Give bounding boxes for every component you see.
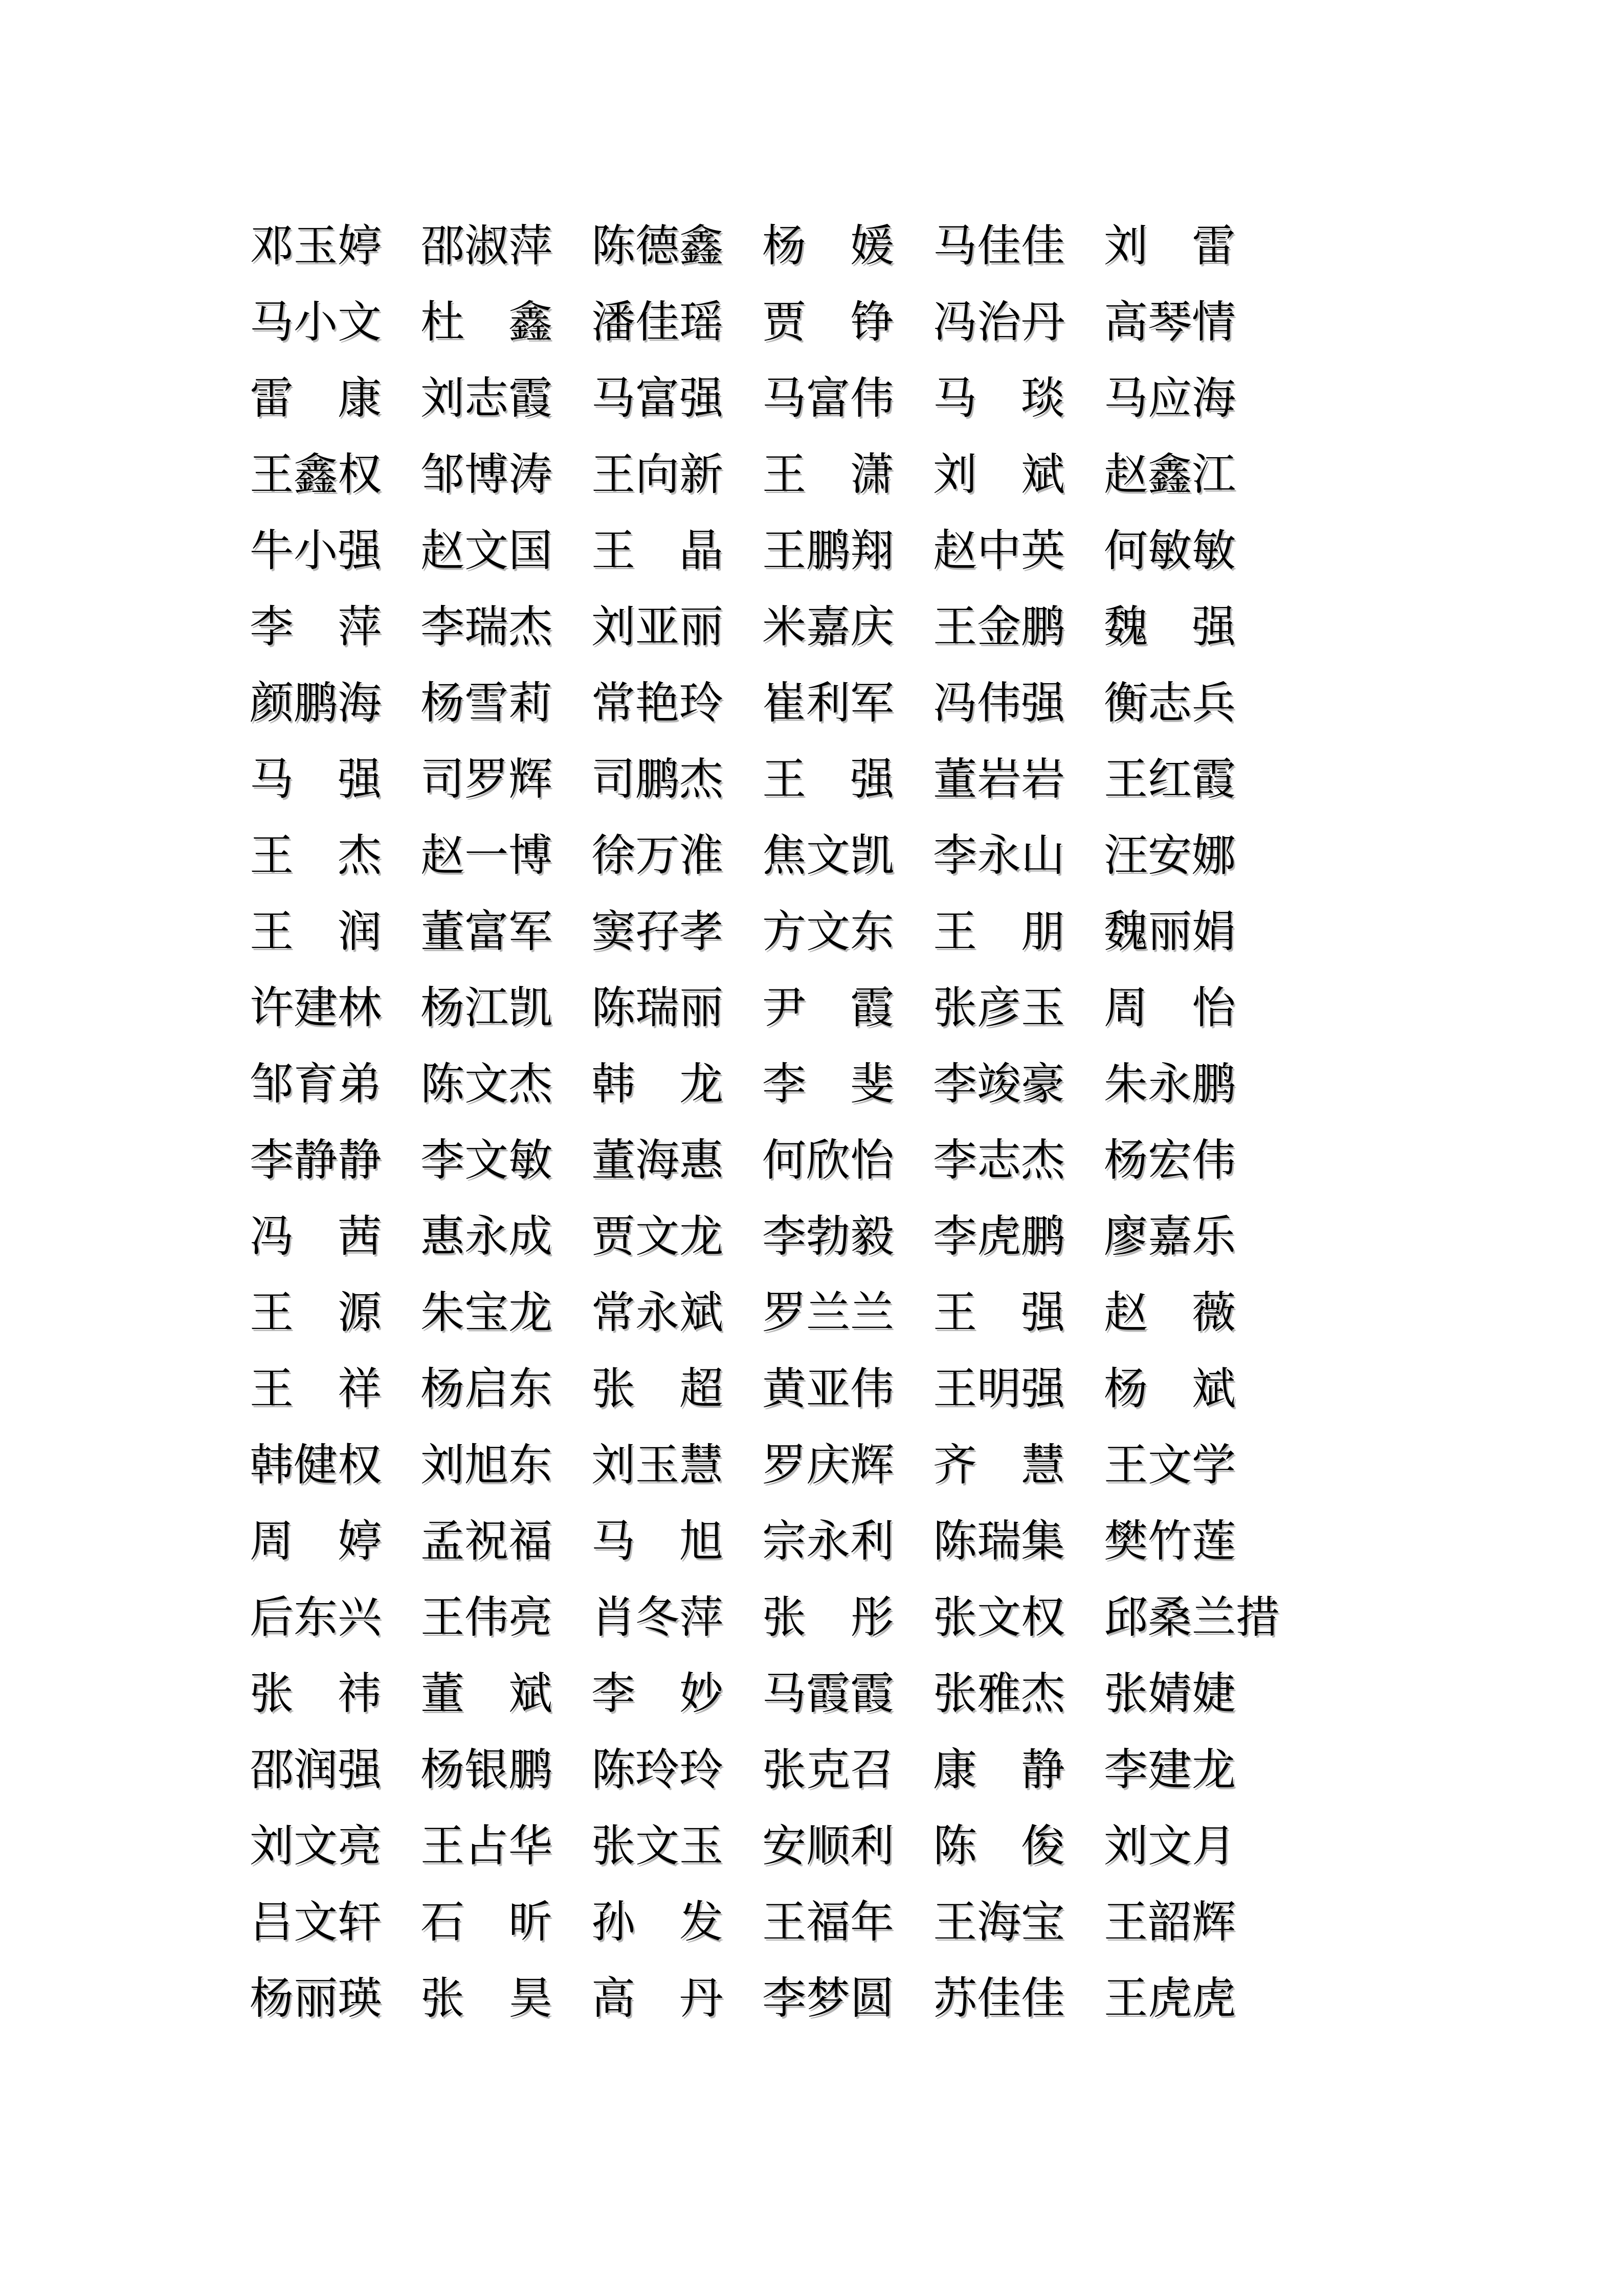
person-name: 李勃毅 xyxy=(762,1211,894,1261)
person-name: 汪安娜 xyxy=(1104,830,1236,880)
person-name: 王 祥 xyxy=(250,1364,382,1413)
person-name: 张文权 xyxy=(933,1592,1065,1642)
person-name: 康 静 xyxy=(933,1745,1065,1794)
person-name: 刘志霞 xyxy=(420,373,552,423)
person-name: 陈德鑫 xyxy=(591,221,723,271)
person-name: 惠永成 xyxy=(420,1211,552,1261)
person-name: 张文玉 xyxy=(591,1821,723,1871)
name-row xyxy=(250,512,1275,589)
person-name: 米嘉庆 xyxy=(762,602,894,651)
person-name: 黄亚伟 xyxy=(762,1364,894,1413)
person-name: 王 强 xyxy=(933,1288,1065,1337)
person-name: 冯伟强 xyxy=(933,678,1065,728)
person-name: 杨雪莉 xyxy=(420,678,552,728)
person-name: 王鑫权 xyxy=(250,449,382,499)
person-name: 陈玲玲 xyxy=(591,1745,723,1794)
person-name: 窦孖孝 xyxy=(591,907,723,956)
person-name: 马小文 xyxy=(250,297,382,347)
person-name: 张婧婕 xyxy=(1104,1669,1236,1718)
person-name: 马富伟 xyxy=(762,373,894,423)
person-name: 李竣豪 xyxy=(933,1059,1065,1109)
name-row xyxy=(250,1198,1275,1274)
person-name: 石 昕 xyxy=(420,1897,552,1947)
name-row xyxy=(250,741,1275,817)
person-name: 李 斐 xyxy=(762,1059,894,1109)
person-name: 马霞霞 xyxy=(762,1669,894,1718)
name-row xyxy=(250,208,1275,284)
person-name: 王文学 xyxy=(1104,1440,1236,1490)
person-name: 马 旭 xyxy=(591,1516,723,1566)
person-name: 刘文月 xyxy=(1104,1821,1236,1871)
person-name: 张 超 xyxy=(591,1364,723,1413)
person-name: 韩 龙 xyxy=(591,1059,723,1109)
person-name: 司鹏杰 xyxy=(591,754,723,804)
person-name: 崔利军 xyxy=(762,678,894,728)
person-name: 赵中英 xyxy=(933,526,1065,575)
person-name: 赵鑫江 xyxy=(1104,449,1236,499)
person-name: 王明强 xyxy=(933,1364,1065,1413)
person-name: 常艳玲 xyxy=(591,678,723,728)
person-name: 张 彤 xyxy=(762,1592,894,1642)
person-name: 李志杰 xyxy=(933,1135,1065,1185)
person-name: 王虎虎 xyxy=(1104,1973,1236,2023)
person-name: 焦文凯 xyxy=(762,830,894,880)
person-name: 高琴情 xyxy=(1104,297,1236,347)
person-name: 孙 发 xyxy=(591,1897,723,1947)
person-name: 杨 斌 xyxy=(1104,1364,1236,1413)
person-name: 许建林 xyxy=(250,983,382,1032)
person-name: 齐 慧 xyxy=(933,1440,1065,1490)
person-name: 杨江凯 xyxy=(420,983,552,1032)
person-name: 张彦玉 xyxy=(933,983,1065,1032)
person-name: 陈瑞丽 xyxy=(591,983,723,1032)
person-name: 邓玉婷 xyxy=(250,221,382,271)
person-name: 罗兰兰 xyxy=(762,1288,894,1337)
name-row xyxy=(250,1274,1275,1350)
person-name: 王红霞 xyxy=(1104,754,1236,804)
person-name: 魏 强 xyxy=(1104,602,1236,651)
person-name: 王伟亮 xyxy=(420,1592,552,1642)
name-row xyxy=(250,284,1275,360)
person-name: 贾文龙 xyxy=(591,1211,723,1261)
person-name: 罗庆辉 xyxy=(762,1440,894,1490)
person-name: 马 琰 xyxy=(933,373,1065,423)
person-name: 赵 薇 xyxy=(1104,1288,1236,1337)
name-row xyxy=(250,893,1275,970)
person-name: 司罗辉 xyxy=(420,754,552,804)
person-name: 何敏敏 xyxy=(1104,526,1236,575)
name-row xyxy=(250,360,1275,436)
name-row xyxy=(250,436,1275,512)
name-row xyxy=(250,970,1275,1046)
person-name: 颜鹏海 xyxy=(250,678,382,728)
person-name: 邹育弟 xyxy=(250,1059,382,1109)
person-name: 杨宏伟 xyxy=(1104,1135,1236,1185)
name-row xyxy=(250,1960,1275,2036)
person-name: 张 祎 xyxy=(250,1669,382,1718)
name-row xyxy=(250,1503,1275,1579)
name-row xyxy=(250,1122,1275,1198)
person-name: 王海宝 xyxy=(933,1897,1065,1947)
person-name: 王 润 xyxy=(250,907,382,956)
person-name: 王向新 xyxy=(591,449,723,499)
person-name: 赵文国 xyxy=(420,526,552,575)
person-name: 王 潇 xyxy=(762,449,894,499)
person-name: 马 强 xyxy=(250,754,382,804)
name-row xyxy=(250,817,1275,893)
person-name: 李瑞杰 xyxy=(420,602,552,651)
person-name: 李 萍 xyxy=(250,602,382,651)
person-name: 邱桑兰措 xyxy=(1104,1592,1280,1642)
person-name: 杜 鑫 xyxy=(420,297,552,347)
person-name: 刘 斌 xyxy=(933,449,1065,499)
person-name: 苏佳佳 xyxy=(933,1973,1065,2023)
person-name: 王 朋 xyxy=(933,907,1065,956)
person-name: 孟祝福 xyxy=(420,1516,552,1566)
person-name: 贾 铮 xyxy=(762,297,894,347)
person-name: 高 丹 xyxy=(591,1973,723,2023)
person-name: 邹博涛 xyxy=(420,449,552,499)
name-row xyxy=(250,1579,1280,1655)
person-name: 宗永利 xyxy=(762,1516,894,1566)
person-name: 陈瑞集 xyxy=(933,1516,1065,1566)
person-name: 张克召 xyxy=(762,1745,894,1794)
person-name: 肖冬萍 xyxy=(591,1592,723,1642)
person-name: 杨 媛 xyxy=(762,221,894,271)
name-row xyxy=(250,1427,1275,1503)
person-name: 尹 霞 xyxy=(762,983,894,1032)
person-name: 冯 茜 xyxy=(250,1211,382,1261)
person-name: 王 源 xyxy=(250,1288,382,1337)
person-name: 杨银鹏 xyxy=(420,1745,552,1794)
person-name: 周 婷 xyxy=(250,1516,382,1566)
person-name: 徐万淮 xyxy=(591,830,723,880)
person-name: 常永斌 xyxy=(591,1288,723,1337)
person-name: 邵润强 xyxy=(250,1745,382,1794)
person-name: 牛小强 xyxy=(250,526,382,575)
person-name: 张雅杰 xyxy=(933,1669,1065,1718)
person-name: 王韶辉 xyxy=(1104,1897,1236,1947)
person-name: 衡志兵 xyxy=(1104,678,1236,728)
person-name: 李静静 xyxy=(250,1135,382,1185)
person-name: 刘亚丽 xyxy=(591,602,723,651)
person-name: 朱宝龙 xyxy=(420,1288,552,1337)
person-name: 李文敏 xyxy=(420,1135,552,1185)
person-name: 杨启东 xyxy=(420,1364,552,1413)
person-name: 王占华 xyxy=(420,1821,552,1871)
person-name: 马富强 xyxy=(591,373,723,423)
person-name: 吕文轩 xyxy=(250,1897,382,1947)
person-name: 马应海 xyxy=(1104,373,1236,423)
person-name: 陈 俊 xyxy=(933,1821,1065,1871)
name-row xyxy=(250,1655,1275,1731)
person-name: 刘旭东 xyxy=(420,1440,552,1490)
person-name: 刘玉慧 xyxy=(591,1440,723,1490)
person-name: 王金鹏 xyxy=(933,602,1065,651)
person-name: 董岩岩 xyxy=(933,754,1065,804)
person-name: 王 强 xyxy=(762,754,894,804)
person-name: 潘佳瑶 xyxy=(591,297,723,347)
person-name: 王福年 xyxy=(762,1897,894,1947)
name-row xyxy=(250,1808,1275,1884)
name-row xyxy=(250,1731,1275,1808)
name-row xyxy=(250,589,1275,665)
name-grid xyxy=(250,208,1280,2036)
name-row xyxy=(250,1884,1275,1960)
person-name: 陈文杰 xyxy=(420,1059,552,1109)
person-name: 董富军 xyxy=(420,907,552,956)
person-name: 董海惠 xyxy=(591,1135,723,1185)
name-row xyxy=(250,665,1275,741)
person-name: 李永山 xyxy=(933,830,1065,880)
person-name: 马佳佳 xyxy=(933,221,1065,271)
person-name: 后东兴 xyxy=(250,1592,382,1642)
person-name: 王 杰 xyxy=(250,830,382,880)
person-name: 董 斌 xyxy=(420,1669,552,1718)
person-name: 魏丽娟 xyxy=(1104,907,1236,956)
person-name: 张 昊 xyxy=(420,1973,552,2023)
person-name: 刘文亮 xyxy=(250,1821,382,1871)
person-name: 樊竹莲 xyxy=(1104,1516,1236,1566)
person-name: 李梦圆 xyxy=(762,1973,894,2023)
person-name: 周 怡 xyxy=(1104,983,1236,1032)
person-name: 何欣怡 xyxy=(762,1135,894,1185)
person-name: 廖嘉乐 xyxy=(1104,1211,1236,1261)
person-name: 冯治丹 xyxy=(933,297,1065,347)
person-name: 赵一博 xyxy=(420,830,552,880)
person-name: 朱永鹏 xyxy=(1104,1059,1236,1109)
person-name: 韩健权 xyxy=(250,1440,382,1490)
name-row xyxy=(250,1350,1275,1427)
person-name: 李虎鹏 xyxy=(933,1211,1065,1261)
person-name: 刘 雷 xyxy=(1104,221,1236,271)
person-name: 李建龙 xyxy=(1104,1745,1236,1794)
person-name: 杨丽瑛 xyxy=(250,1973,382,2023)
person-name: 王鹏翔 xyxy=(762,526,894,575)
person-name: 雷 康 xyxy=(250,373,382,423)
person-name: 方文东 xyxy=(762,907,894,956)
person-name: 王 晶 xyxy=(591,526,723,575)
person-name: 安顺利 xyxy=(762,1821,894,1871)
person-name: 邵淑萍 xyxy=(420,221,552,271)
person-name: 李 妙 xyxy=(591,1669,723,1718)
name-row xyxy=(250,1046,1275,1122)
